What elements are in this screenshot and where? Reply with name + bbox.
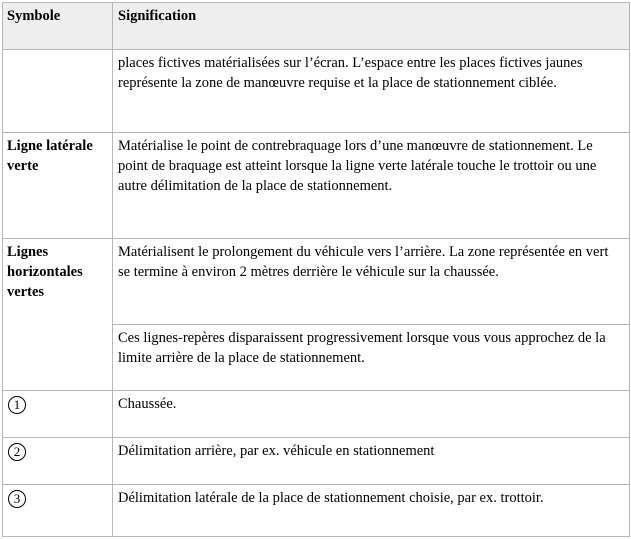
meaning-cell (113, 325, 630, 391)
row-meaning: Matérialisent le prolongement du véhicule vers l’arrière. La zone représentée en vert se termine à environ 2 mètres derrière le véhicule sur la chaussée. (118, 244, 609, 280)
symbol-cell (3, 133, 113, 239)
row-meaning-2: Ces lignes-repères disparaissent progressivement lorsque vous vous approchez de la limite arrière de la place de stationnement. (118, 330, 606, 366)
meaning-cell (113, 239, 630, 325)
circled-number-3: 3 (8, 490, 26, 508)
meaning-cell (113, 485, 630, 537)
table-row (3, 133, 630, 239)
header-meaning: Signification (118, 8, 197, 24)
row-symbol: Ligne latérale verte (7, 138, 93, 174)
symbol-table (2, 2, 630, 537)
symbol-cell (3, 391, 113, 438)
circled-number-2: 2 (8, 443, 26, 461)
row-meaning: Chaussée. (118, 396, 177, 412)
header-symbol-cell (3, 3, 113, 50)
meaning-cell (113, 50, 630, 133)
meaning-cell (113, 438, 630, 485)
table-row (3, 50, 630, 133)
row-meaning: Délimitation arrière, par ex. véhicule en stationnement (118, 443, 435, 459)
row-meaning: Matérialise le point de contrebraquage lors d’une manœuvre de stationnement. Le point de braquage est atteint lorsque la ligne verte latérale touche le trottoir ou une autre délimitation de la place de stationnement. (118, 138, 597, 194)
table-row (3, 239, 630, 325)
symbol-cell (3, 50, 113, 133)
row-meaning: Délimitation latérale de la place de stationnement choisie, par ex. trottoir. (118, 490, 544, 506)
circled-number-1: 1 (8, 396, 26, 414)
row-symbol (3, 50, 112, 53)
row-meaning: places fictives matérialisées sur l’écran. L’espace entre les places fictives jaunes représente la zone de manœuvre requise et la place de stationnement ciblée. (118, 55, 583, 91)
table-header-row (3, 3, 630, 50)
meaning-cell (113, 133, 630, 239)
table-row (3, 438, 630, 485)
symbol-cell (3, 485, 113, 537)
table-row (3, 485, 630, 537)
meaning-cell (113, 391, 630, 438)
header-symbol: Symbole (7, 8, 61, 24)
row-symbol: Lignes horizontales vertes (7, 244, 83, 300)
header-meaning-cell (113, 3, 630, 50)
symbol-cell (3, 239, 113, 391)
table-row (3, 391, 630, 438)
symbol-cell (3, 438, 113, 485)
